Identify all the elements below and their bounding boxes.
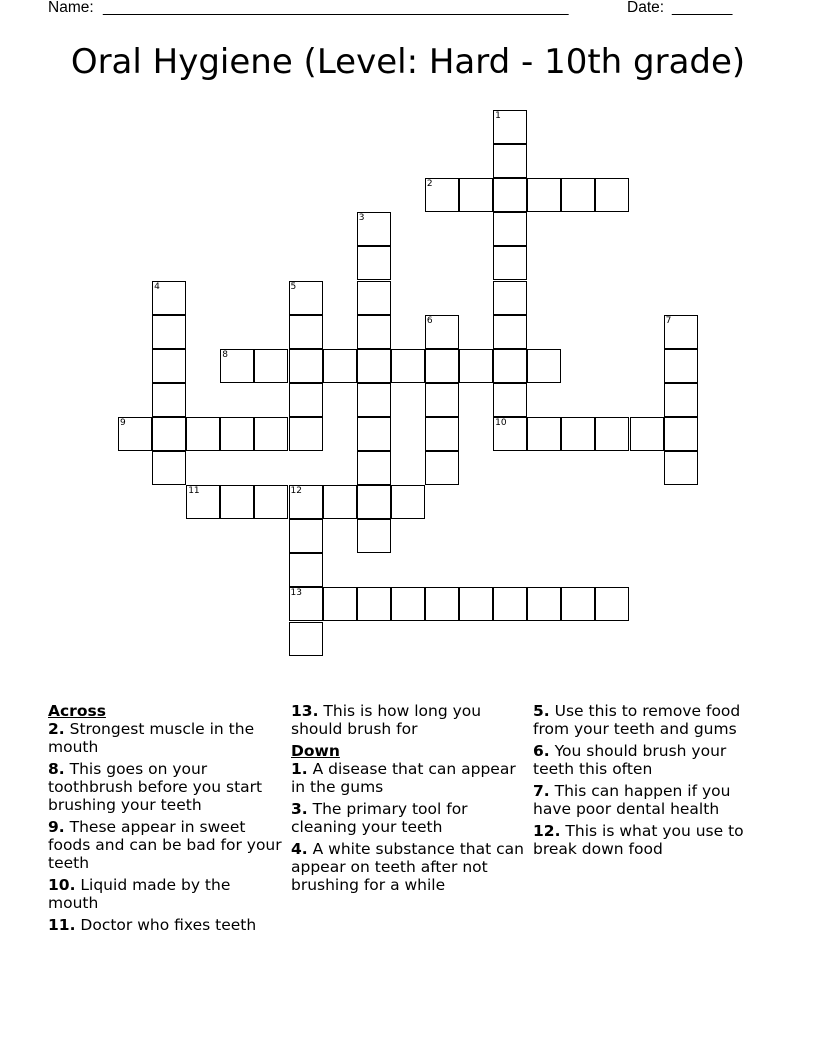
clue-text: A white substance that can appear on teeth after not brushing for a while — [291, 840, 524, 894]
crossword-cell[interactable] — [357, 485, 391, 519]
date-blank[interactable]: _______ — [672, 0, 733, 16]
crossword-cell[interactable] — [664, 315, 698, 349]
crossword-cell[interactable] — [595, 417, 629, 451]
crossword-cell[interactable] — [595, 587, 629, 621]
crossword-cell[interactable] — [186, 417, 220, 451]
name-label: Name: — [48, 0, 94, 16]
clue-text: The primary tool for cleaning your teeth — [291, 800, 468, 836]
crossword-cell[interactable] — [152, 281, 186, 315]
crossword-cell[interactable] — [664, 451, 698, 485]
crossword-cell[interactable] — [459, 349, 493, 383]
clue-number: 2. — [48, 720, 65, 738]
crossword-cell[interactable] — [459, 178, 493, 212]
crossword-cell[interactable] — [425, 587, 459, 621]
clue-down-1 — [291, 760, 527, 796]
crossword-cell[interactable] — [323, 485, 357, 519]
crossword-cell[interactable] — [152, 349, 186, 383]
crossword-cell[interactable] — [289, 349, 323, 383]
crossword-cell[interactable] — [254, 485, 288, 519]
crossword-cell[interactable] — [459, 587, 493, 621]
clue-text: This is how long you should brush for — [291, 702, 482, 738]
crossword-cell[interactable] — [118, 417, 152, 451]
crossword-cell[interactable] — [425, 451, 459, 485]
crossword-cell[interactable] — [220, 485, 254, 519]
crossword-cell[interactable] — [561, 587, 595, 621]
clues-column-3 — [533, 702, 769, 862]
clue-number: 4. — [291, 840, 308, 858]
clue-down-4 — [291, 840, 527, 894]
crossword-cell[interactable] — [630, 417, 664, 451]
crossword-cell[interactable] — [493, 587, 527, 621]
crossword-cell[interactable] — [289, 553, 323, 587]
crossword-cell[interactable] — [664, 417, 698, 451]
crossword-cell[interactable] — [493, 315, 527, 349]
crossword-cell[interactable] — [493, 178, 527, 212]
crossword-cell[interactable] — [357, 383, 391, 417]
crossword-cell[interactable] — [289, 281, 323, 315]
crossword-cell[interactable] — [289, 587, 323, 621]
crossword-cell[interactable] — [561, 417, 595, 451]
clue-number: 5. — [533, 702, 550, 720]
crossword-cell[interactable] — [152, 451, 186, 485]
crossword-cell[interactable] — [425, 383, 459, 417]
crossword-cell[interactable] — [220, 417, 254, 451]
cell-number: 5 — [290, 281, 297, 292]
crossword-cell[interactable] — [527, 417, 561, 451]
crossword-cell[interactable] — [289, 315, 323, 349]
clue-across-9 — [48, 818, 284, 872]
cell-number: 12 — [290, 486, 302, 497]
clue-number: 11. — [48, 916, 76, 934]
cell-number: 13 — [290, 588, 302, 599]
clue-number: 10. — [48, 876, 76, 894]
clue-number: 13. — [291, 702, 319, 720]
cell-number: 4 — [154, 281, 160, 292]
crossword-cell[interactable] — [357, 587, 391, 621]
crossword-cell[interactable] — [493, 349, 527, 383]
clue-text: This goes on your toothbrush before you start brushing your teeth — [48, 760, 263, 814]
crossword-cell[interactable] — [357, 315, 391, 349]
down-heading: Down — [291, 742, 340, 760]
crossword-cell[interactable] — [357, 349, 391, 383]
clue-down-6 — [533, 742, 769, 778]
crossword-cell[interactable] — [493, 144, 527, 178]
cell-number: 7 — [665, 315, 672, 326]
clue-text: You should brush your teeth this often — [533, 742, 727, 778]
crossword-cell[interactable] — [152, 315, 186, 349]
crossword-cell[interactable] — [254, 417, 288, 451]
crossword-cell[interactable] — [493, 417, 527, 451]
crossword-cell[interactable] — [493, 110, 527, 144]
crossword-cell[interactable] — [357, 246, 391, 280]
clue-down-5 — [533, 702, 769, 738]
crossword-cell[interactable] — [391, 587, 425, 621]
clue-text: Doctor who fixes teeth — [80, 916, 257, 934]
clues-column-2 — [291, 702, 527, 898]
clues-column-1 — [48, 702, 284, 938]
clue-number: 1. — [291, 760, 308, 778]
crossword-cell[interactable] — [152, 417, 186, 451]
crossword-cell[interactable] — [493, 281, 527, 315]
crossword-cell[interactable] — [527, 178, 561, 212]
crossword-cell[interactable] — [493, 246, 527, 280]
clue-down-7 — [533, 782, 769, 818]
crossword-cell[interactable] — [425, 315, 459, 349]
crossword-cell[interactable] — [289, 519, 323, 553]
clue-number: 6. — [533, 742, 550, 760]
crossword-cell[interactable] — [323, 587, 357, 621]
clue-text: This can happen if you have poor dental health — [533, 782, 731, 818]
clue-text: A disease that can appear in the gums — [291, 760, 516, 796]
cell-number: 6 — [426, 315, 433, 326]
cell-number: 1 — [495, 111, 501, 121]
crossword-cell[interactable] — [664, 349, 698, 383]
crossword-cell[interactable] — [186, 485, 220, 519]
name-blank[interactable]: ______________________________________________________ — [103, 0, 569, 16]
crossword-cell[interactable] — [527, 587, 561, 621]
crossword-cell[interactable] — [289, 485, 323, 519]
clue-number: 8. — [48, 760, 65, 778]
crossword-cell[interactable] — [425, 178, 459, 212]
crossword-cell[interactable] — [289, 417, 323, 451]
clue-text: Strongest muscle in the mouth — [48, 720, 255, 756]
crossword-cell[interactable] — [595, 178, 629, 212]
clue-text: Use this to remove food from your teeth and gums — [533, 702, 741, 738]
crossword-cell[interactable] — [425, 349, 459, 383]
cell-number: 9 — [120, 417, 126, 428]
crossword-cell[interactable] — [152, 383, 186, 417]
crossword-cell[interactable] — [527, 349, 561, 383]
clue-number: 12. — [533, 822, 561, 840]
crossword-cell[interactable] — [289, 622, 323, 656]
crossword-cell[interactable] — [323, 349, 357, 383]
clue-across-11 — [48, 916, 284, 934]
crossword-cell[interactable] — [289, 383, 323, 417]
crossword-cell[interactable] — [391, 485, 425, 519]
crossword-cell[interactable] — [493, 383, 527, 417]
clue-across-10 — [48, 876, 284, 912]
cell-number: 8 — [222, 349, 229, 360]
clue-text: These appear in sweet foods and can be bad for your teeth — [48, 818, 282, 872]
clue-number: 3. — [291, 800, 308, 818]
clue-text: Liquid made by the mouth — [48, 876, 231, 912]
crossword-cell[interactable] — [493, 212, 527, 246]
cell-number: 3 — [358, 213, 365, 224]
crossword-cell[interactable] — [220, 349, 254, 383]
clue-number: 7. — [533, 782, 550, 800]
cell-number: 10 — [495, 417, 507, 428]
crossword-cell[interactable] — [357, 519, 391, 553]
clue-text: This is what you use to break down food — [533, 822, 744, 858]
crossword-cell[interactable] — [357, 281, 391, 315]
crossword-cell[interactable] — [357, 212, 391, 246]
clue-across-13 — [291, 702, 527, 738]
crossword-cell[interactable] — [664, 383, 698, 417]
clue-across-2 — [48, 720, 284, 756]
date-label: Date: — [627, 0, 665, 16]
crossword-cell[interactable] — [357, 451, 391, 485]
crossword-cell[interactable] — [254, 349, 288, 383]
across-heading: Across — [48, 702, 106, 720]
cell-number: 2 — [426, 179, 433, 190]
crossword-cell[interactable] — [561, 178, 595, 212]
crossword-cell[interactable] — [357, 417, 391, 451]
clue-across-8 — [48, 760, 284, 814]
clue-down-12 — [533, 822, 769, 858]
crossword-cell[interactable] — [391, 349, 425, 383]
cell-number: 11 — [188, 486, 200, 497]
page-title: Oral Hygiene (Level: Hard - 10th grade) — [70, 42, 746, 82]
clue-down-3 — [291, 800, 527, 836]
clue-number: 9. — [48, 818, 65, 836]
crossword-cell[interactable] — [425, 417, 459, 451]
